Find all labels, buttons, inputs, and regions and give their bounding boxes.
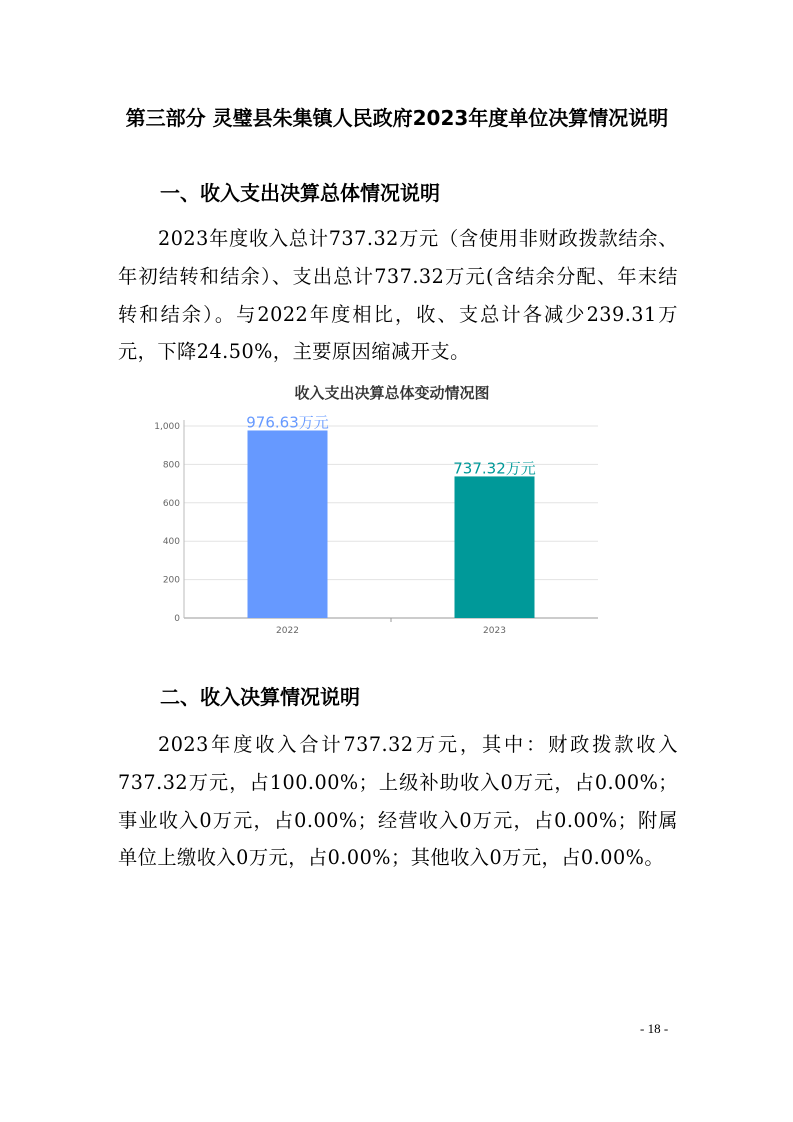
page-number: - 18 - — [640, 1021, 669, 1036]
x-tick-label: 2023 — [483, 626, 506, 636]
y-tick-label: 400 — [162, 537, 180, 548]
y-tick-label: 600 — [162, 498, 180, 509]
y-tick-label: 1,000 — [154, 422, 180, 432]
bar-2023 — [455, 476, 535, 618]
y-tick-label: 800 — [162, 460, 180, 471]
paragraph-overall: 2023年度收入总计737.32万元（含使用非财政拨款结余、年初结转和结余）、支出总计737.32万元(含结余分配、年末结转和结余）。与2022年度相比，收、支总计各减少239.31万元，下降24.50%，主要原因缩减开支。 — [118, 227, 678, 364]
paragraph-revenue: 2023年度收入合计737.32万元，其中：财政拨款收入737.32万元，占100.00%；上级补助收入0万元，占0.00%；事业收入0万元，占0.00%；经营收入0万元，占0.00%；附属单位上缴收入0万元，占0.00%；其他收入0万元，占0.00%。 — [118, 733, 678, 870]
data-label-2023: 737.32万元 — [453, 459, 536, 478]
page-title: 第三部分 灵璧县朱集镇人民政府2023年度单位决算情况说明 — [125, 106, 669, 130]
chart-title: 收入支出决算总体变动情况图 — [294, 384, 490, 402]
section-heading-overall: 一、收入支出决算总体情况说明 — [160, 181, 440, 205]
x-tick-label: 2022 — [276, 626, 299, 636]
bar-2022 — [248, 430, 328, 618]
y-tick-label: 200 — [162, 575, 180, 586]
data-label-2022: 976.63万元 — [246, 413, 329, 432]
y-tick-label: 0 — [174, 614, 180, 624]
chart-container — [140, 376, 610, 646]
section-heading-revenue: 二、收入决算情况说明 — [160, 685, 360, 709]
bar-chart — [140, 376, 610, 646]
